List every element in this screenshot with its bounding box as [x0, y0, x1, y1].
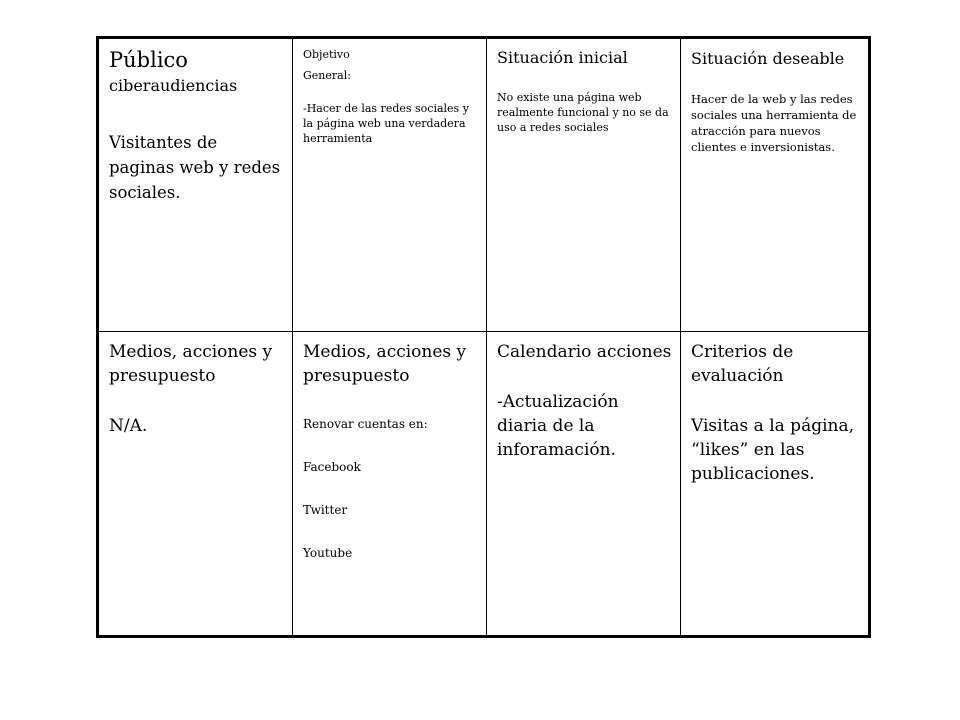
- accounts-list-item: Facebook: [303, 460, 361, 474]
- accounts-list-item: Twitter: [303, 503, 348, 517]
- criterios-body: Visitas a la página, “likes” en las publicaciones.: [691, 416, 855, 484]
- cell-medios-1: [99, 332, 293, 635]
- publico-body: Visitantes de paginas web y redes sociales.: [109, 133, 281, 202]
- cell-situacion-inicial: [487, 39, 681, 332]
- accounts-list-item: Youtube: [303, 546, 353, 560]
- objetivo-heading-line1: Objetivo: [303, 48, 350, 61]
- situacion-deseable-heading: Situación deseable: [691, 49, 845, 68]
- accounts-list: [303, 459, 478, 562]
- communication-plan-table: [96, 36, 871, 638]
- publico-subtitle: ciberaudiencias: [109, 76, 238, 95]
- calendario-heading: Calendario acciones: [497, 342, 672, 362]
- objetivo-body: -Hacer de las redes sociales y la página web una verdadera herramienta: [303, 102, 469, 145]
- cell-medios-2: [293, 332, 487, 635]
- situacion-deseable-body: Hacer de la web y las redes sociales una herramienta de atracción para nuevos clientes e inversionistas.: [691, 92, 857, 154]
- publico-title: Público: [109, 48, 188, 72]
- situacion-inicial-body: No existe una página web realmente funcional y no se da uso a redes sociales: [497, 91, 669, 134]
- medios-1-heading: Medios, acciones y presupuesto: [109, 342, 273, 386]
- objetivo-heading-line2: General:: [303, 69, 351, 82]
- situacion-inicial-heading: Situación inicial: [497, 48, 628, 67]
- cell-situacion-deseable: [681, 39, 868, 332]
- cell-calendario: [487, 332, 681, 635]
- criterios-heading: Criterios de evaluación: [691, 342, 794, 386]
- cell-publico: [99, 39, 293, 332]
- medios-1-body: N/A.: [109, 416, 148, 436]
- medios-2-heading: Medios, acciones y presupuesto: [303, 342, 467, 386]
- cell-criterios: [681, 332, 868, 635]
- cell-objetivo: [293, 39, 487, 332]
- calendario-body: -Actualización diaria de la inforamación.: [497, 392, 619, 460]
- medios-2-intro: Renovar cuentas en:: [303, 417, 428, 431]
